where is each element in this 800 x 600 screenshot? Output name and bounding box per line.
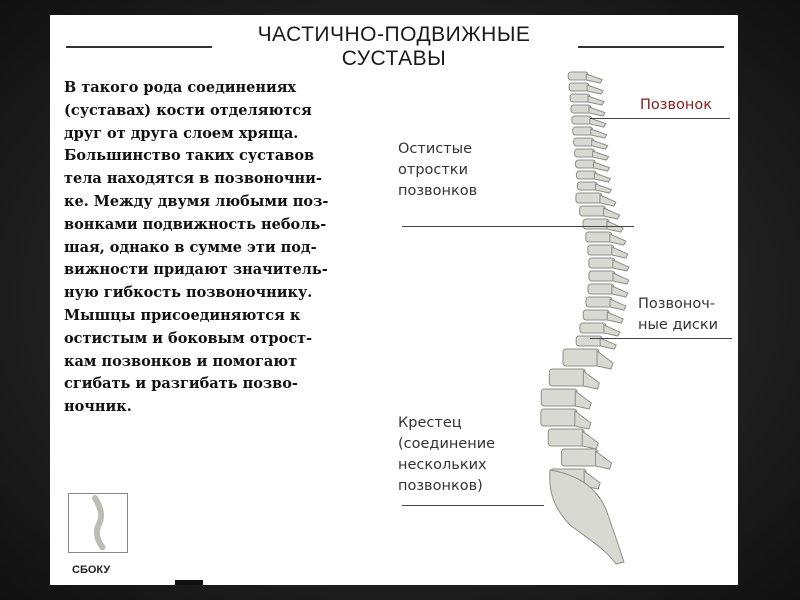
slide-title — [200, 23, 588, 71]
vertebra-shape — [549, 369, 585, 386]
vertebra-shape — [588, 245, 614, 255]
spinous-process-shape — [589, 107, 605, 116]
vertebra-shape — [589, 258, 615, 268]
spinous-process-shape — [594, 173, 610, 182]
spinous-process-shape — [610, 299, 626, 310]
vertebra-shape — [541, 409, 577, 426]
vertebra-shape — [588, 284, 614, 294]
vertebra-shape — [541, 389, 577, 406]
spinous-process-shape — [607, 312, 623, 323]
spinous-process-shape — [600, 338, 616, 349]
spinous-process-shape — [604, 325, 620, 336]
spinous-process-shape — [595, 451, 611, 469]
vertebra-shape — [574, 138, 594, 146]
vertebra-shape — [561, 449, 597, 466]
vertebra-shape — [577, 182, 597, 190]
vertebra-shape — [573, 127, 593, 135]
spinous-process-shape — [583, 371, 599, 389]
leader-sacrum — [402, 505, 544, 506]
title-rule-left — [66, 46, 212, 48]
spinous-process-shape — [594, 162, 610, 171]
slide — [50, 15, 738, 585]
spinous-process-shape — [613, 260, 629, 271]
spinous-process-shape — [612, 286, 628, 297]
vertebra-shape — [589, 271, 615, 281]
vertebra-shape — [580, 206, 606, 216]
spinous-process-shape — [610, 234, 626, 245]
spinous-process-shape — [582, 431, 598, 449]
spinous-process-shape — [600, 195, 616, 206]
vertebra-shape — [576, 160, 596, 168]
spinous-process-shape — [575, 391, 591, 409]
title-line-2: СУСТАВЫ — [341, 47, 447, 70]
vertebra-shape — [586, 232, 612, 242]
side-view-thumbnail — [68, 493, 128, 553]
vertebra-shape — [568, 72, 588, 80]
vertebra-shape — [586, 297, 612, 307]
spine-illustration — [520, 70, 650, 565]
leader-intervertebral-discs — [590, 338, 732, 339]
sacrum-shape — [550, 470, 624, 564]
spinous-process-shape — [613, 273, 629, 284]
spinous-process-shape — [597, 351, 613, 369]
spinous-process-shape — [612, 247, 628, 258]
spinous-process-shape — [588, 96, 604, 105]
spinous-process-shape — [575, 411, 591, 429]
thumbnail-caption: СБОКУ — [72, 564, 111, 576]
label-sacrum: Крестец (соединение нескольких позвонков) — [398, 415, 496, 494]
side-view-spine-icon — [69, 494, 127, 552]
vertebra-shape — [569, 83, 589, 91]
leader-spinous-processes — [402, 226, 634, 227]
vertebra-shape — [570, 94, 590, 102]
spinous-process-shape — [604, 208, 620, 219]
spinous-process-shape — [587, 85, 603, 94]
spinous-process-shape — [593, 151, 609, 160]
vertebra-shape — [548, 429, 584, 446]
spinous-process-shape — [591, 129, 607, 138]
leader-vertebra — [590, 118, 730, 119]
label-spinous-processes: Остистые отростки позвонков — [398, 141, 478, 199]
spinous-process-shape — [592, 140, 608, 149]
label-vertebra: Позвонок — [640, 97, 713, 113]
title-rule-right — [578, 46, 724, 48]
spinous-process-shape — [586, 74, 602, 83]
spinous-process-shape — [595, 184, 611, 193]
vertebra-shape — [576, 171, 596, 179]
spinous-process-shape — [590, 118, 606, 127]
title-line-1: ЧАСТИЧНО-ПОДВИЖНЫЕ — [257, 23, 531, 46]
vertebra-shape — [575, 149, 595, 157]
body-paragraph: В такого рода соединениях (суставах) кости отделяются друг от друга слоем хряща. Большинство таких суставов тела находятся в позвоночни- ке. Между двумя любыми поз- вонками подвижность неболь- шая, однако в сумме эти под- вижности придают значитель- ную гибкость позвоночнику. Мышцы присоединяются к остистым и боковым отрост- кам позвонков и помогают сгибать и разгибать позво- ночник. — [64, 79, 329, 416]
vertebra-shape — [583, 219, 609, 229]
vertebra-shape — [572, 116, 592, 124]
vertebra-shape — [580, 323, 606, 333]
corner-mark — [175, 580, 203, 585]
vertebra-shape — [576, 193, 602, 203]
vertebra-shape — [583, 310, 609, 320]
label-intervertebral-discs: Позвоноч- ные диски — [638, 296, 719, 333]
vertebra-shape — [563, 349, 599, 366]
vertebra-shape — [571, 105, 591, 113]
